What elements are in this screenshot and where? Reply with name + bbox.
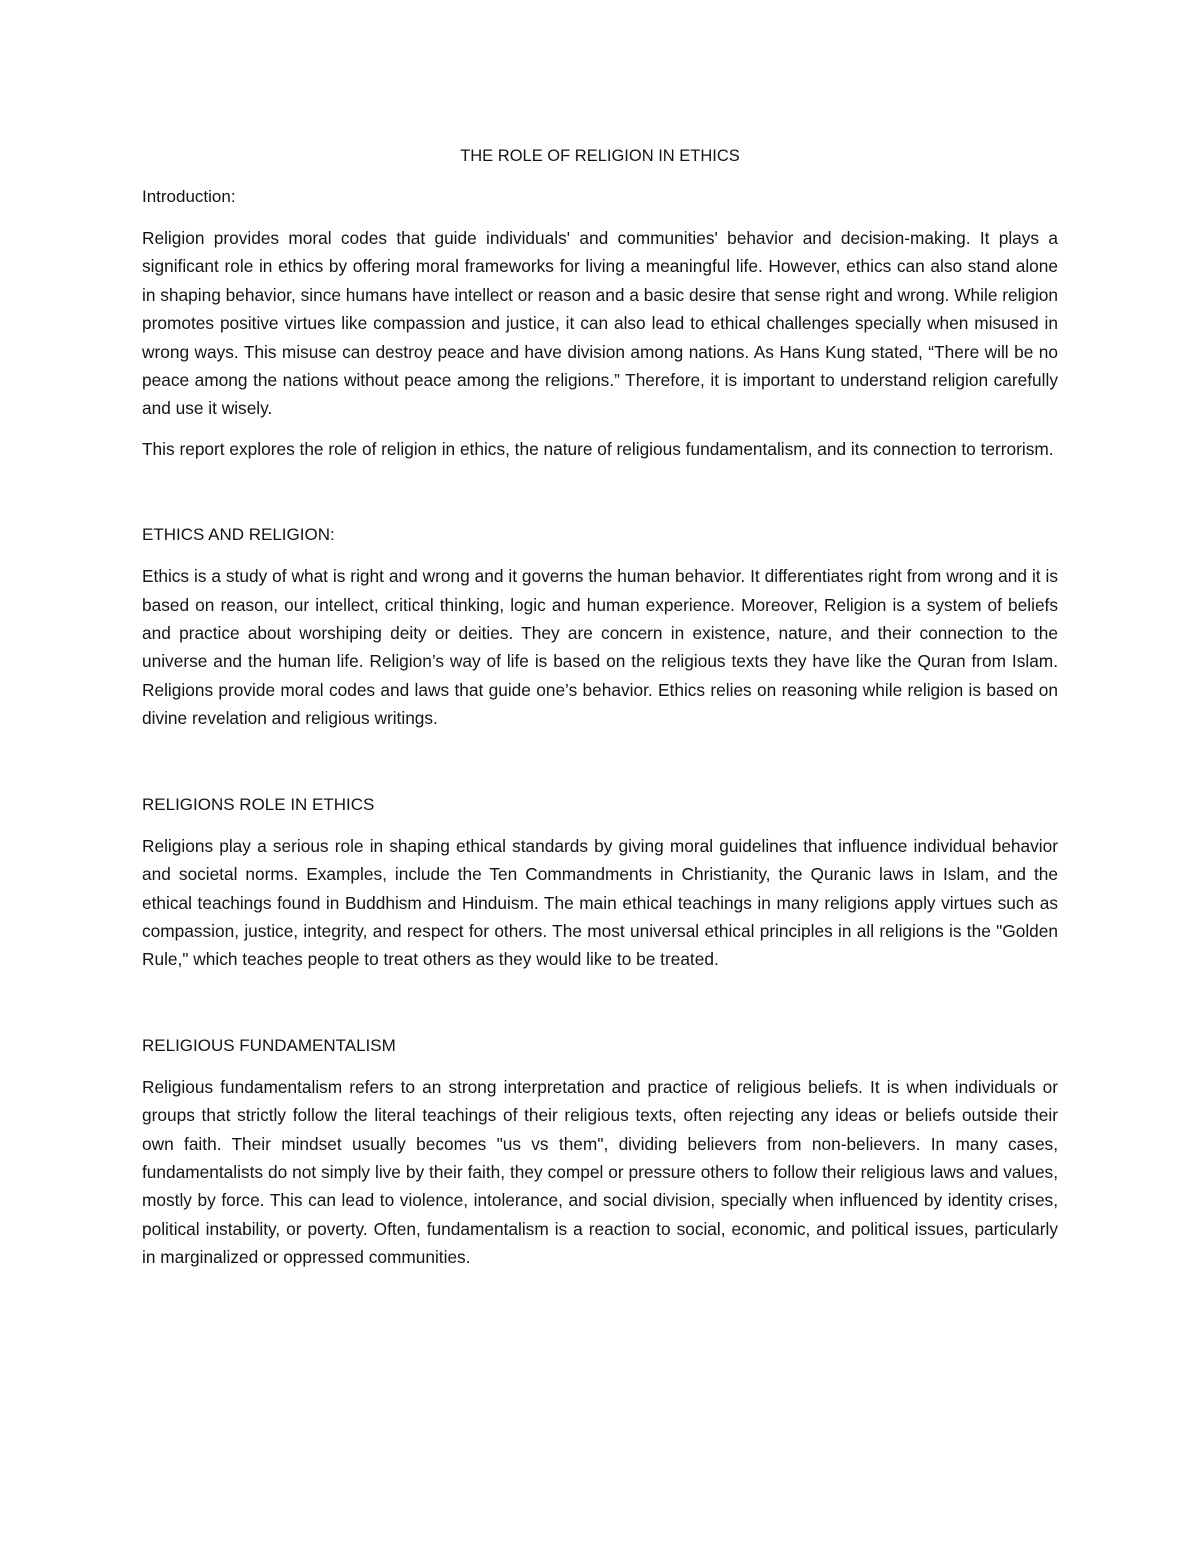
section-heading: RELIGIOUS FUNDAMENTALISM bbox=[142, 1035, 396, 1055]
document-page bbox=[142, 140, 1058, 1284]
document-title: THE ROLE OF RELIGION IN ETHICS bbox=[460, 147, 740, 165]
section-religious-fundamentalism bbox=[142, 1032, 1058, 1272]
section-spacer bbox=[142, 986, 1058, 1032]
paragraph: Religions play a serious role in shaping ethical standards by giving moral guidelines that influence individual behavior and societal norms. Examples, include the Ten Commandments in Christianity, the Quranic laws in Islam, and the ethical teachings found in Buddhism and Hinduism. The main ethical teachings in many religions apply virtues such as compassion, justice, integrity, and respect for others. The most universal ethical principles in all religions is the "Golden Rule," which teaches people to treat others as they would like to be treated. bbox=[142, 835, 1058, 970]
paragraph: This report explores the role of religion in ethics, the nature of religious fundamentalism, and its connection to terrorism. bbox=[142, 438, 1054, 459]
section-religions-role-in-ethics bbox=[142, 791, 1058, 974]
section-introduction bbox=[142, 183, 1058, 463]
section-heading: RELIGIONS ROLE IN ETHICS bbox=[142, 794, 375, 814]
paragraph: Religious fundamentalism refers to an strong interpretation and practice of religious beliefs. It is when individuals or groups that strictly follow the literal teachings of their religious texts, often rejecting any ideas or beliefs outside their own faith. Their mindset usually becomes "us vs them", dividing believers from non-believers. In many cases, fundamentalists do not simply live by their faith, they compel or pressure others to follow their religious laws and values, mostly by force. This can lead to violence, intolerance, and social division, specially when influenced by identity crises, political instability, or poverty. Often, fundamentalism is a reaction to social, economic, and political issues, particularly in marginalized or oppressed communities. bbox=[142, 1076, 1058, 1268]
section-ethics-and-religion bbox=[142, 521, 1058, 732]
section-spacer bbox=[142, 745, 1058, 791]
section-heading: Introduction: bbox=[142, 187, 236, 206]
section-heading: ETHICS AND RELIGION: bbox=[142, 525, 335, 545]
section-spacer bbox=[142, 475, 1058, 521]
paragraph: Ethics is a study of what is right and wrong and it governs the human behavior. It differentiates right from wrong and it is based on reason, our intellect, critical thinking, logic and human experience. Moreover, Religion is a system of beliefs and practice about worshiping deity or deities. They are concern in existence, nature, and their connection to the universe and the human life. Religion’s way of life is based on the religious texts they have like the Quran from Islam. Religions provide moral codes and laws that guide one’s behavior. Ethics relies on reasoning while religion is based on divine revelation and religious writings. bbox=[142, 566, 1058, 729]
paragraph: Religion provides moral codes that guide individuals' and communities' behavior and decision-making. It plays a significant role in ethics by offering moral frameworks for living a meaningful life. However, ethics can also stand alone in shaping behavior, since humans have intellect or reason and a basic desire that sense right and wrong. While religion promotes positive virtues like compassion and justice, it can also lead to ethical challenges specially when misused in wrong ways. This misuse can destroy peace and have division among nations. As Hans Kung stated, “There will be no peace among the nations without peace among the religions.” Therefore, it is important to understand religion carefully and use it wisely. bbox=[142, 228, 1058, 419]
